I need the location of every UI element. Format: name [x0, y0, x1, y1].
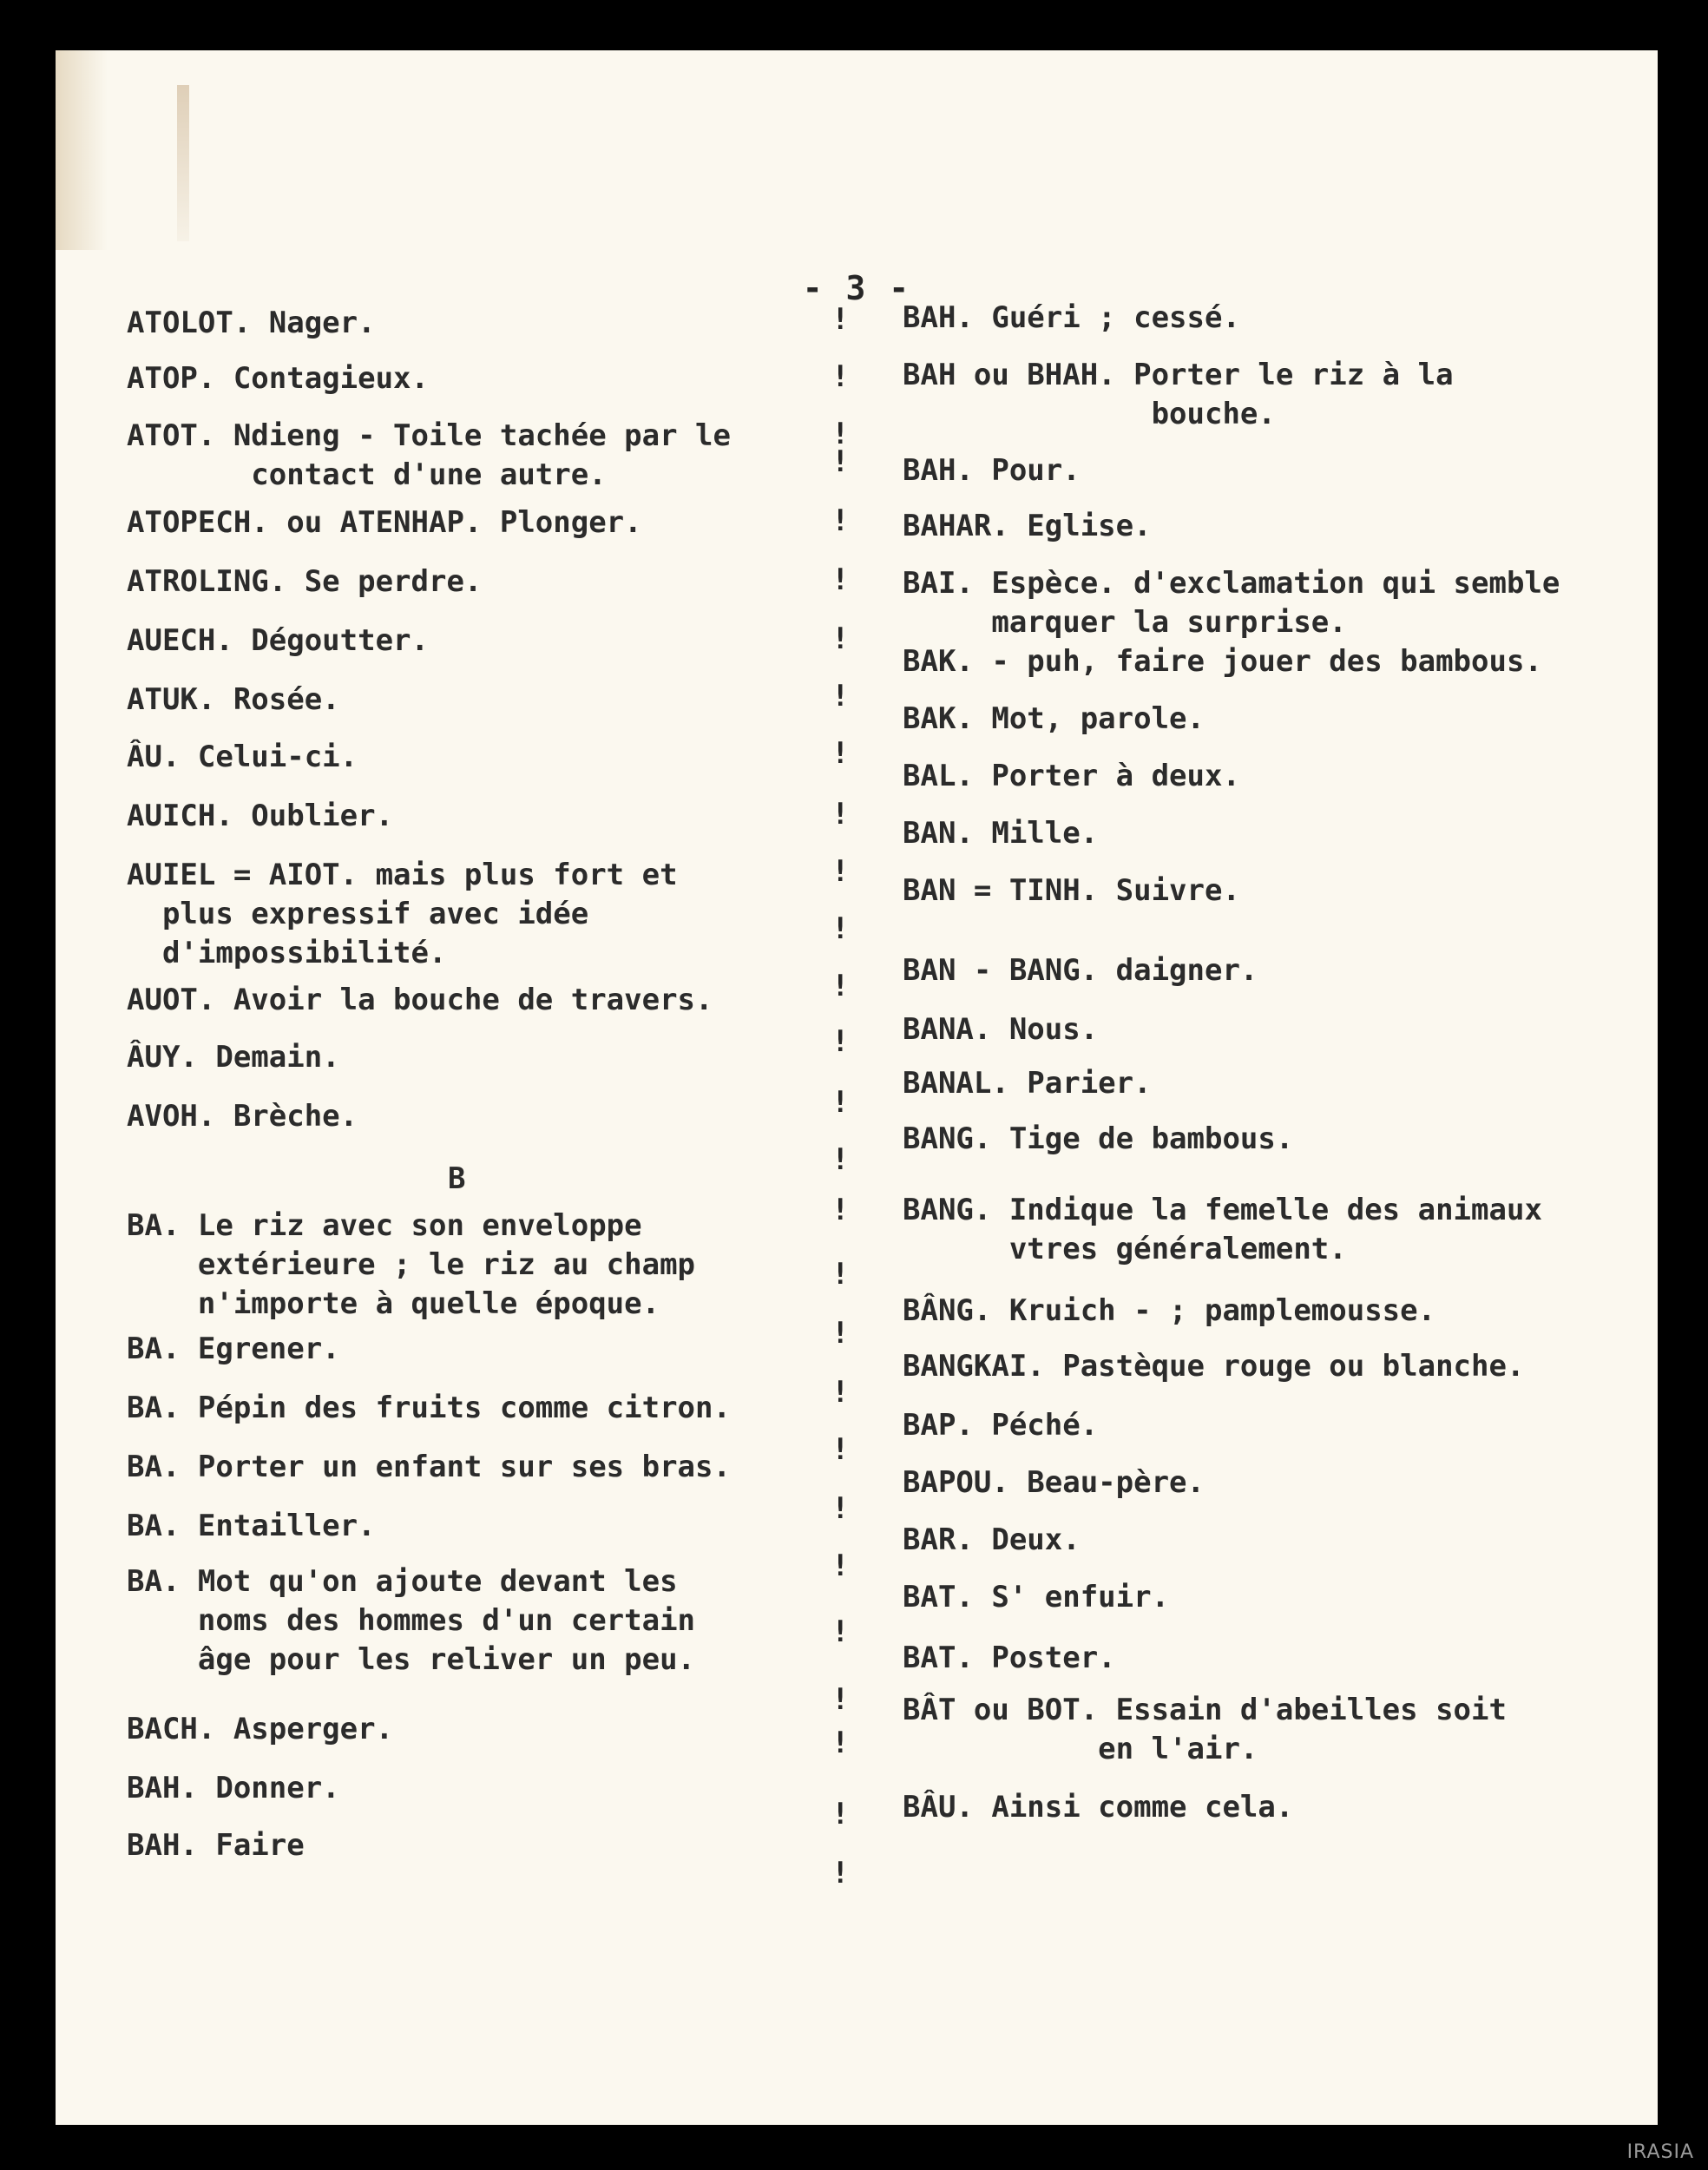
right-entry [903, 642, 1542, 681]
separator-mark: ! [831, 1316, 850, 1351]
separator-mark: ! [831, 736, 850, 771]
separator-mark: ! [831, 1142, 850, 1177]
right-entry [903, 951, 1258, 990]
separator-mark: ! [831, 1726, 850, 1760]
entry-line: BÂU. Ainsi comme cela. [903, 1790, 1294, 1825]
entry-line: BAP. Péché. [903, 1408, 1099, 1443]
entry-line: BANGKAI. Pastèque rouge ou blanche. [903, 1349, 1525, 1384]
entry-line: âge pour les reliver un peu. [127, 1642, 696, 1677]
entry-line: contact d'une autre. [127, 457, 607, 492]
entry-line: BAK. - puh, faire jouer des bambous. [903, 644, 1542, 679]
separator-mark: ! [831, 444, 850, 479]
right-entry [903, 1463, 1205, 1503]
right-entry [903, 1120, 1293, 1159]
entry-line: en l'air. [903, 1732, 1258, 1766]
separator-mark: ! [831, 854, 850, 889]
separator-mark: ! [831, 911, 850, 946]
left-entry [127, 562, 482, 602]
staple-mark [177, 85, 189, 241]
entry-line: BA. Egrener. [127, 1332, 340, 1366]
document-page [56, 50, 1658, 2125]
left-entry [127, 981, 713, 1020]
right-entry [903, 1064, 1152, 1103]
separator-mark: ! [831, 1549, 850, 1583]
separator-mark: ! [831, 1085, 850, 1120]
entry-line: AUOT. Avoir la bouche de travers. [127, 983, 713, 1017]
left-entry [127, 1038, 340, 1077]
watermark: IRASIA [1626, 2141, 1694, 2163]
entry-line: BAH ou BHAH. Porter le riz à la [903, 358, 1454, 392]
separator-mark: ! [831, 417, 850, 451]
separator-mark: ! [831, 1856, 850, 1891]
separator-mark: ! [831, 359, 850, 394]
entry-line: BAK. Mot, parole. [903, 701, 1205, 736]
entry-line: BAN. Mille. [903, 816, 1099, 851]
separator-mark: ! [831, 503, 850, 538]
entry-line: BA. Porter un enfant sur ses bras. [127, 1450, 731, 1484]
right-entry [903, 1347, 1524, 1386]
right-entry [903, 451, 1081, 490]
entry-line: BAT. Poster. [903, 1641, 1116, 1675]
left-entry [127, 1097, 358, 1136]
left-entry [127, 1710, 393, 1749]
entry-line: ÂU. Celui-ci. [127, 740, 358, 774]
entry-line: BAT. S' enfuir. [903, 1580, 1170, 1614]
entry-line: ATOT. Ndieng - Toile tachée par le [127, 418, 731, 453]
separator-mark: ! [831, 1375, 850, 1410]
left-entry [127, 359, 429, 398]
entry-line: BAH. Guéri ; cessé. [903, 300, 1240, 335]
entry-line: ATROLING. Se perdre. [127, 564, 483, 599]
separator-mark: ! [831, 679, 850, 713]
entry-line: BAR. Deux. [903, 1522, 1081, 1557]
left-entry [127, 1207, 695, 1324]
separator-mark: ! [831, 621, 850, 656]
separator-mark: ! [831, 1491, 850, 1526]
entry-line: BA. Pépin des fruits comme citron. [127, 1391, 731, 1425]
left-entry [127, 503, 642, 542]
left-entry [127, 797, 393, 836]
left-entry [127, 1507, 376, 1546]
right-entry [903, 757, 1240, 796]
entry-line: B [448, 1161, 466, 1196]
paper-stain [56, 50, 108, 250]
right-entry [903, 1788, 1293, 1827]
entry-line: noms des hommes d'un certain [127, 1603, 696, 1638]
left-entry [127, 738, 358, 777]
entry-line: marquer la surprise. [903, 605, 1347, 640]
left-entry [127, 856, 678, 973]
right-entry [903, 1191, 1542, 1269]
entry-line: BANG. Indique la femelle des animaux [903, 1193, 1542, 1227]
entry-line: plus expressif avec idée [127, 897, 589, 931]
entry-line: AUECH. Dégoutter. [127, 623, 429, 658]
entry-line: BÂNG. Kruich - ; pamplemousse. [903, 1293, 1436, 1328]
entry-line: BA. Le riz avec son enveloppe [127, 1208, 642, 1243]
left-entry [127, 1562, 695, 1680]
separator-mark: ! [831, 1614, 850, 1649]
entry-line: BAH. Donner. [127, 1771, 340, 1805]
right-entry [903, 299, 1240, 338]
column-separator [828, 50, 863, 2125]
left-entry [448, 1160, 465, 1199]
left-entry [127, 417, 731, 495]
right-entry [903, 814, 1098, 853]
entry-line: BAH. Faire [127, 1828, 305, 1863]
right-entry [903, 1578, 1169, 1617]
entry-line: vtres généralement. [903, 1232, 1347, 1266]
entry-line: bouche. [903, 397, 1276, 431]
left-entry [127, 621, 429, 661]
left-entry [127, 1826, 305, 1865]
right-entry [903, 564, 1560, 642]
entry-line: BACH. Asperger. [127, 1712, 394, 1746]
separator-mark: ! [831, 1797, 850, 1831]
right-entry [903, 1292, 1435, 1331]
entry-line: BAI. Espèce. d'exclamation qui semble [903, 566, 1560, 601]
right-entry [903, 1639, 1116, 1678]
separator-mark: ! [831, 562, 850, 597]
entry-line: ÂUY. Demain. [127, 1040, 340, 1075]
left-entry [127, 1769, 340, 1808]
entry-line: BAL. Porter à deux. [903, 759, 1240, 793]
separator-mark: ! [831, 1257, 850, 1292]
separator-mark: ! [831, 1682, 850, 1717]
separator-mark: ! [831, 1193, 850, 1227]
entry-line: BA. Mot qu'on ajoute devant les [127, 1564, 678, 1599]
right-entry [903, 871, 1240, 911]
right-entry [903, 1406, 1098, 1445]
right-entry [903, 700, 1205, 739]
entry-line: extérieure ; le riz au champ [127, 1247, 696, 1282]
page-number: - 3 - [802, 269, 911, 307]
entry-line: BAH. Pour. [903, 453, 1081, 488]
right-entry [903, 1010, 1098, 1049]
entry-line: BA. Entailler. [127, 1509, 376, 1543]
separator-mark: ! [831, 969, 850, 1003]
right-entry [903, 356, 1454, 434]
entry-line: ATOPECH. ou ATENHAP. Plonger. [127, 505, 642, 540]
entry-line: BANG. Tige de bambous. [903, 1121, 1294, 1156]
right-entry [903, 507, 1152, 546]
left-entry [127, 1448, 731, 1487]
right-entry [903, 1691, 1507, 1769]
entry-line: AUIEL = AIOT. mais plus fort et [127, 858, 678, 892]
entry-line: BÂT ou BOT. Essain d'abeilles soit [903, 1693, 1507, 1727]
left-entry [127, 1389, 731, 1428]
entry-line: n'importe à quelle époque. [127, 1286, 660, 1321]
left-entry [127, 1330, 340, 1369]
entry-line: ATUK. Rosée. [127, 682, 340, 717]
right-entry [903, 1521, 1081, 1560]
entry-line: BANA. Nous. [903, 1012, 1099, 1047]
entry-line: BAPOU. Beau-père. [903, 1465, 1205, 1500]
entry-line: ATOLOT. Nager. [127, 306, 376, 340]
left-entry [127, 681, 340, 720]
entry-line: AVOH. Brèche. [127, 1099, 358, 1134]
entry-line: AUICH. Oublier. [127, 799, 394, 833]
left-entry [127, 304, 376, 343]
separator-mark: ! [831, 797, 850, 832]
entry-line: BANAL. Parier. [903, 1066, 1152, 1101]
entry-line: d'impossibilité. [127, 936, 447, 970]
separator-mark: ! [831, 302, 850, 337]
separator-mark: ! [831, 1432, 850, 1467]
entry-line: BAN - BANG. daigner. [903, 953, 1258, 988]
separator-mark: ! [831, 1024, 850, 1059]
entry-line: BAN = TINH. Suivre. [903, 873, 1240, 908]
entry-line: BAHAR. Eglise. [903, 509, 1152, 543]
entry-line: ATOP. Contagieux. [127, 361, 429, 396]
